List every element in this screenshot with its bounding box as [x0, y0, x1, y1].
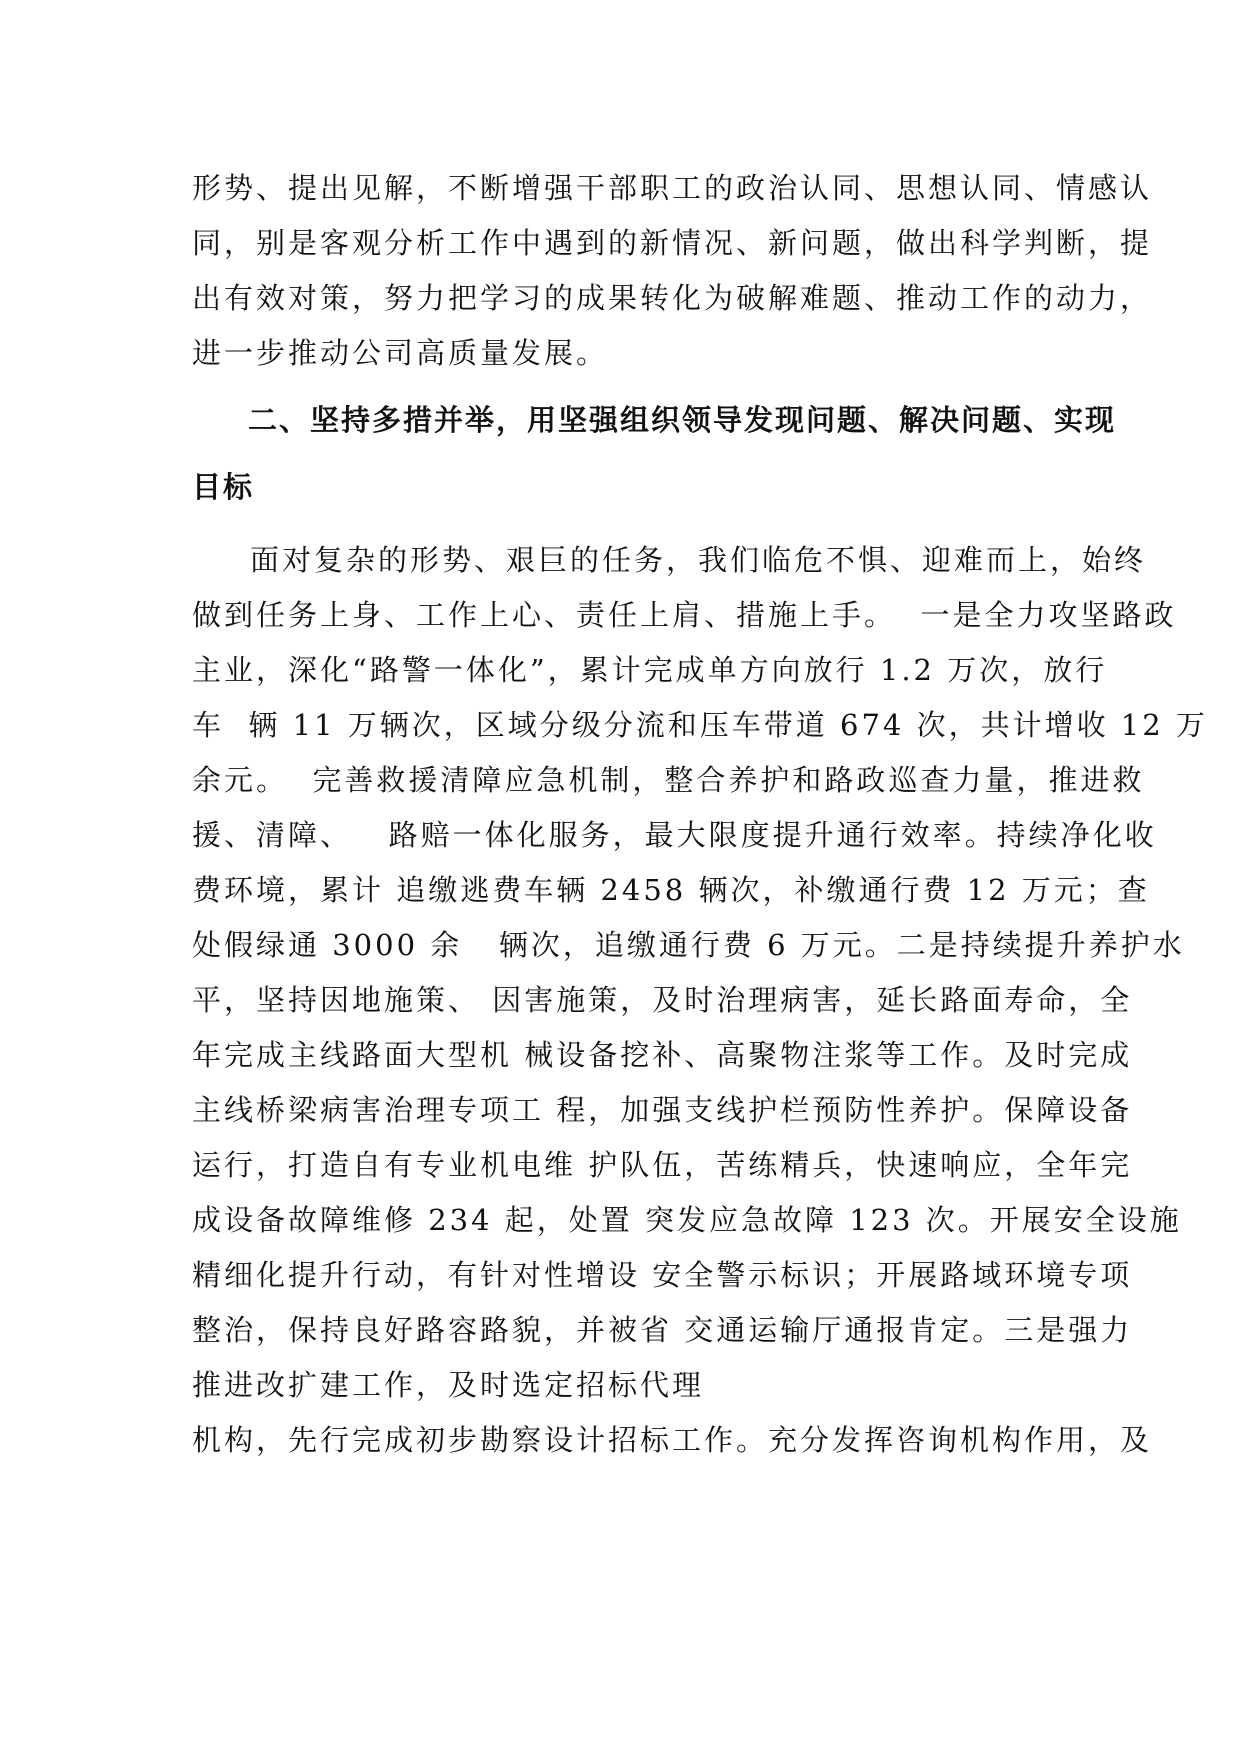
body-line: 成设备故障维修 234 起，处置 突发应急故障 123 次。开展安全设施: [192, 1203, 1182, 1237]
body-line: 余元。 完善救援清障应急机制，整合养护和路政巡查力量，推进救: [192, 763, 1145, 797]
section-heading: 二、坚持多措并举，用坚强组织领导发现问题、解决问题、实现: [248, 403, 1117, 437]
body-line: 进一步推动公司高质量发展。: [192, 336, 609, 370]
body-line: 主业，深化“路警一体化”，累计完成单方向放行 1.2 万次，放行: [192, 653, 1108, 687]
body-line: 推进改扩建工作，及时选定招标代理: [192, 1368, 705, 1402]
body-line: 做到任务上身、工作上心、责任上肩、措施上手。 一是全力攻坚路政: [192, 598, 1177, 632]
body-line: 车 辆 11 万辆次，区域分级分流和压车带道 674 次，共计增收 12 万: [192, 708, 1208, 742]
body-line: 主线桥梁病害治理专项工 程，加强支线护栏预防性养护。保障设备: [192, 1093, 1133, 1127]
body-line: 运行，打造自有专业机电维 护队伍，苦练精兵，快速响应，全年完: [192, 1148, 1133, 1182]
body-line: 年完成主线路面大型机 械设备挖补、高聚物注浆等工作。及时完成: [192, 1038, 1133, 1072]
body-line: 整治，保持良好路容路貌，并被省 交通运输厅通报肯定。三是强力: [192, 1313, 1133, 1347]
body-line: 精细化提升行动，有针对性增设 安全警示标识；开展路域环境专项: [192, 1258, 1133, 1292]
body-line: 平，坚持因地施策、 因害施策，及时治理病害，延长路面寿命，全: [192, 983, 1133, 1017]
body-line: 面对复杂的形势、艰巨的任务，我们临危不惧、迎难而上，始终: [250, 543, 1147, 577]
body-line: 形势、提出见解，不断增强干部职工的政治认同、思想认同、情感认: [192, 171, 1153, 205]
body-line: 机构，先行完成初步勘察设计招标工作。充分发挥咨询机构作用，及: [192, 1423, 1153, 1457]
body-line: 援、清障、 路赔一体化服务，最大限度提升通行效率。持续净化收: [192, 818, 1157, 852]
body-line: 处假绿通 3000 余 辆次，追缴通行费 6 万元。二是持续提升养护水: [192, 928, 1185, 962]
body-line: 费环境，累计 追缴逃费车辆 2458 辆次，补缴通行费 12 万元；查: [192, 873, 1150, 907]
body-line: 出有效对策，努力把学习的成果转化为破解难题、推动工作的动力，: [192, 281, 1153, 315]
section-heading: 目标: [192, 470, 255, 504]
body-line: 同，别是客观分析工作中遇到的新情况、新问题，做出科学判断，提: [192, 226, 1153, 260]
